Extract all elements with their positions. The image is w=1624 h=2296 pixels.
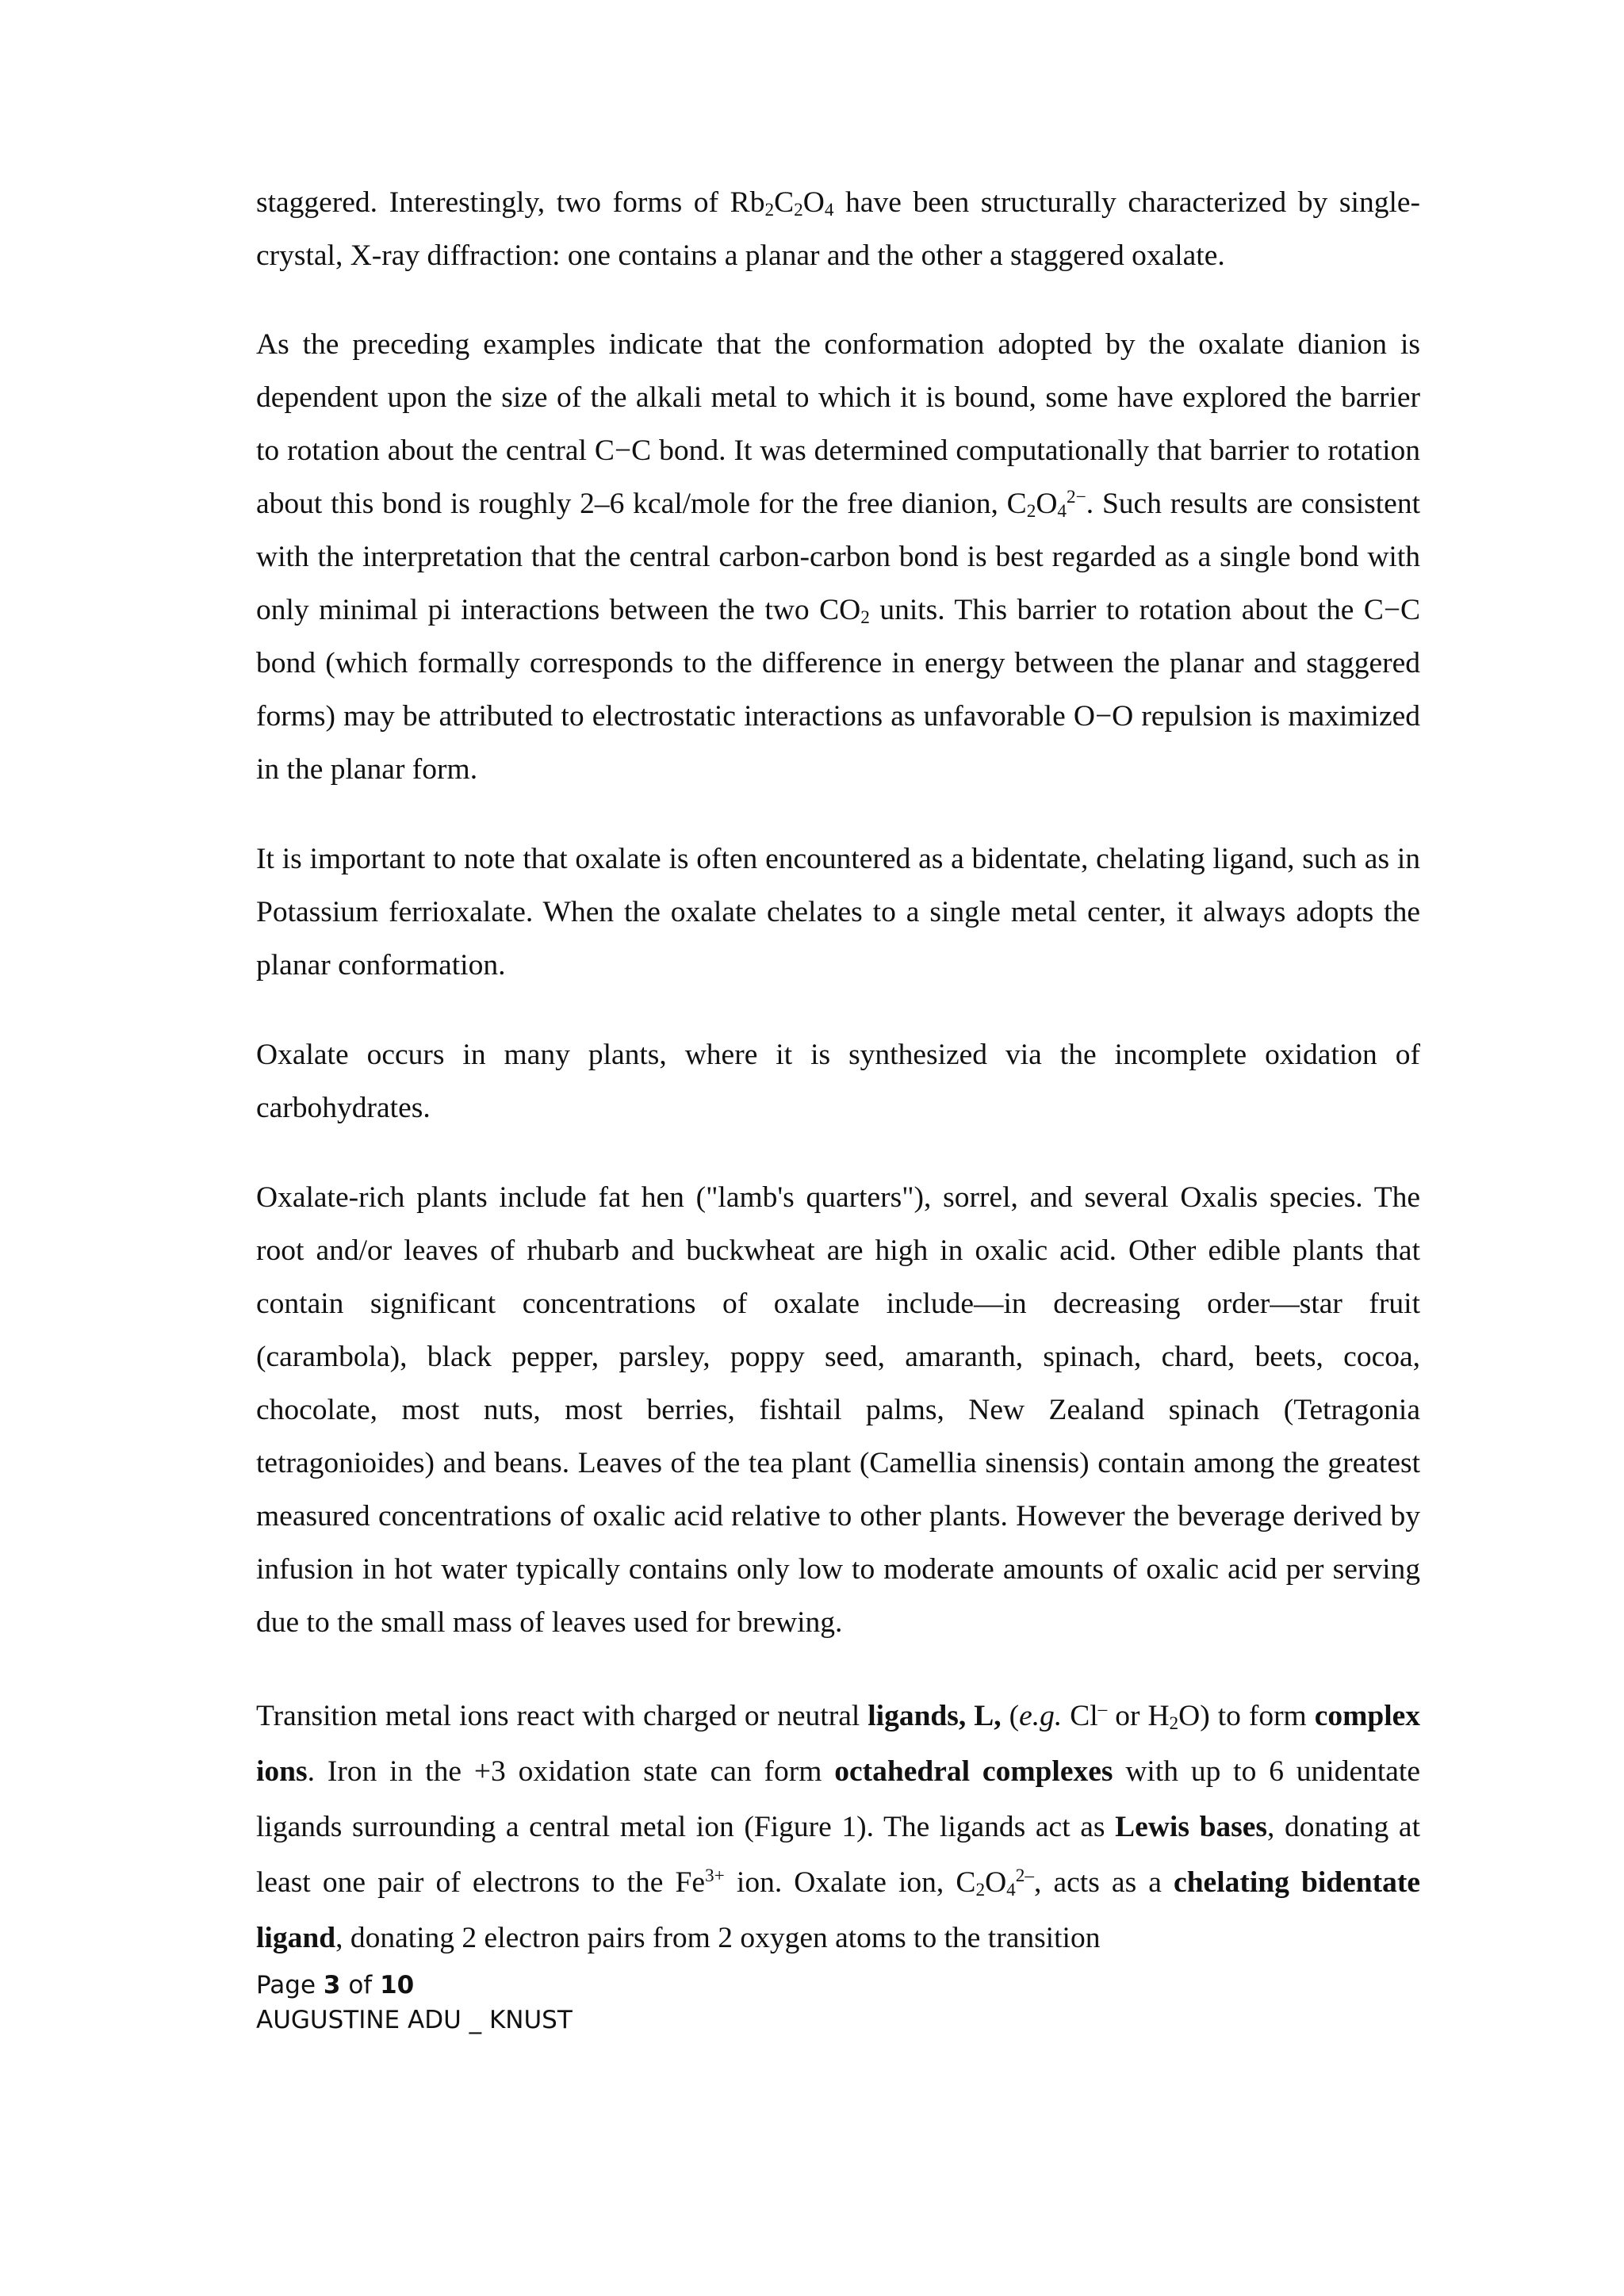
paragraph-oxalate-rich-plants: Oxalate-rich plants include fat hen ("lamb's quarters"), sorrel, and several Oxalis species. The root and/or leaves of rhubarb and buckwheat are high in oxalic acid. Other edible plants that contain significant concentrations of oxalate include—in decreasing order—star fruit (carambola), black pepper, parsley, poppy seed, amaranth, spinach, chard, beets, cocoa, chocolate, most nuts, most berries, fishtail palms, New Zealand spinach (Tetragonia tetragonioides) and beans. Leaves of the tea plant (Camellia sinensis) contain among the greatest measured concentrations of oxalic acid relative to other plants. However the beverage derived by infusion in hot water typically contains only low to moderate amounts of oxalic acid per serving due to the small mass of leaves used for brewing. — [256, 1181, 1420, 1639]
paragraph-rotation-barrier: As the preceding examples indicate that the conformation adopted by the oxalate dianion is dependent upon the size of the alkali metal to which it is bound, some have explored the barrier to rotation about the central C−C bond. It was determined computationally that barrier to rotation about this bond is roughly 2–6 kcal/mole for the free dianion, $C_2O_4^{2-}$. Such results are consistent with the interpretation that the central carbon-carbon bond is best regarded as a single bond with only minimal pi interactions between the two $CO_2$ units. This barrier to rotation about the C−C bond (which formally corresponds to the difference in energy between the planar and staggered forms) may be attributed to electrostatic interactions as unfavorable O−O repulsion is maximized in the planar form. — [256, 328, 1421, 786]
paragraph-oxalate-plants: Oxalate occurs in many plants, where it is synthesized via the incomplete oxidation of carbohydrates. — [256, 1039, 1420, 1124]
body-text — [256, 176, 1420, 2003]
footer-author: AUGUSTINE ADU _ KNUST — [256, 2006, 573, 2034]
paragraph-chelating-ligand: It is important to note that oxalate is often encountered as a bidentate, chelating ligand, such as in Potassium ferrioxalate. When the oxalate chelates to a single metal center, it always adopts the planar conformation. — [256, 843, 1420, 982]
paragraph-rb-oxalate: staggered. Interestingly, two forms of $Rb_2C_2O_4$ have been structurally characterized by single-crystal, X-ray diffraction: one contains a planar and the other a staggered oxalate. — [256, 186, 1420, 272]
page-number: Page 3 of 10 — [256, 1971, 415, 1999]
paragraph-transition-metal-ions: Transition metal ions react with charged or neutral ligands, L, (e.g. Cl– or $H_2O$) to form complex ions. Iron in the +3 oxidation state can form octahedral complexes with up to 6 unidentate ligands surrounding a central metal ion (Figure 1). The ligands act as Lewis bases, donating at least one pair of electrons to the $Fe^{3+}$ ion. Oxalate ion, $C_2O_4^{2-}$, acts as a chelating bidentate ligand, donating 2 electron pairs from 2 oxygen atoms to the transition — [256, 1699, 1421, 1954]
page-footer — [256, 1968, 573, 2038]
